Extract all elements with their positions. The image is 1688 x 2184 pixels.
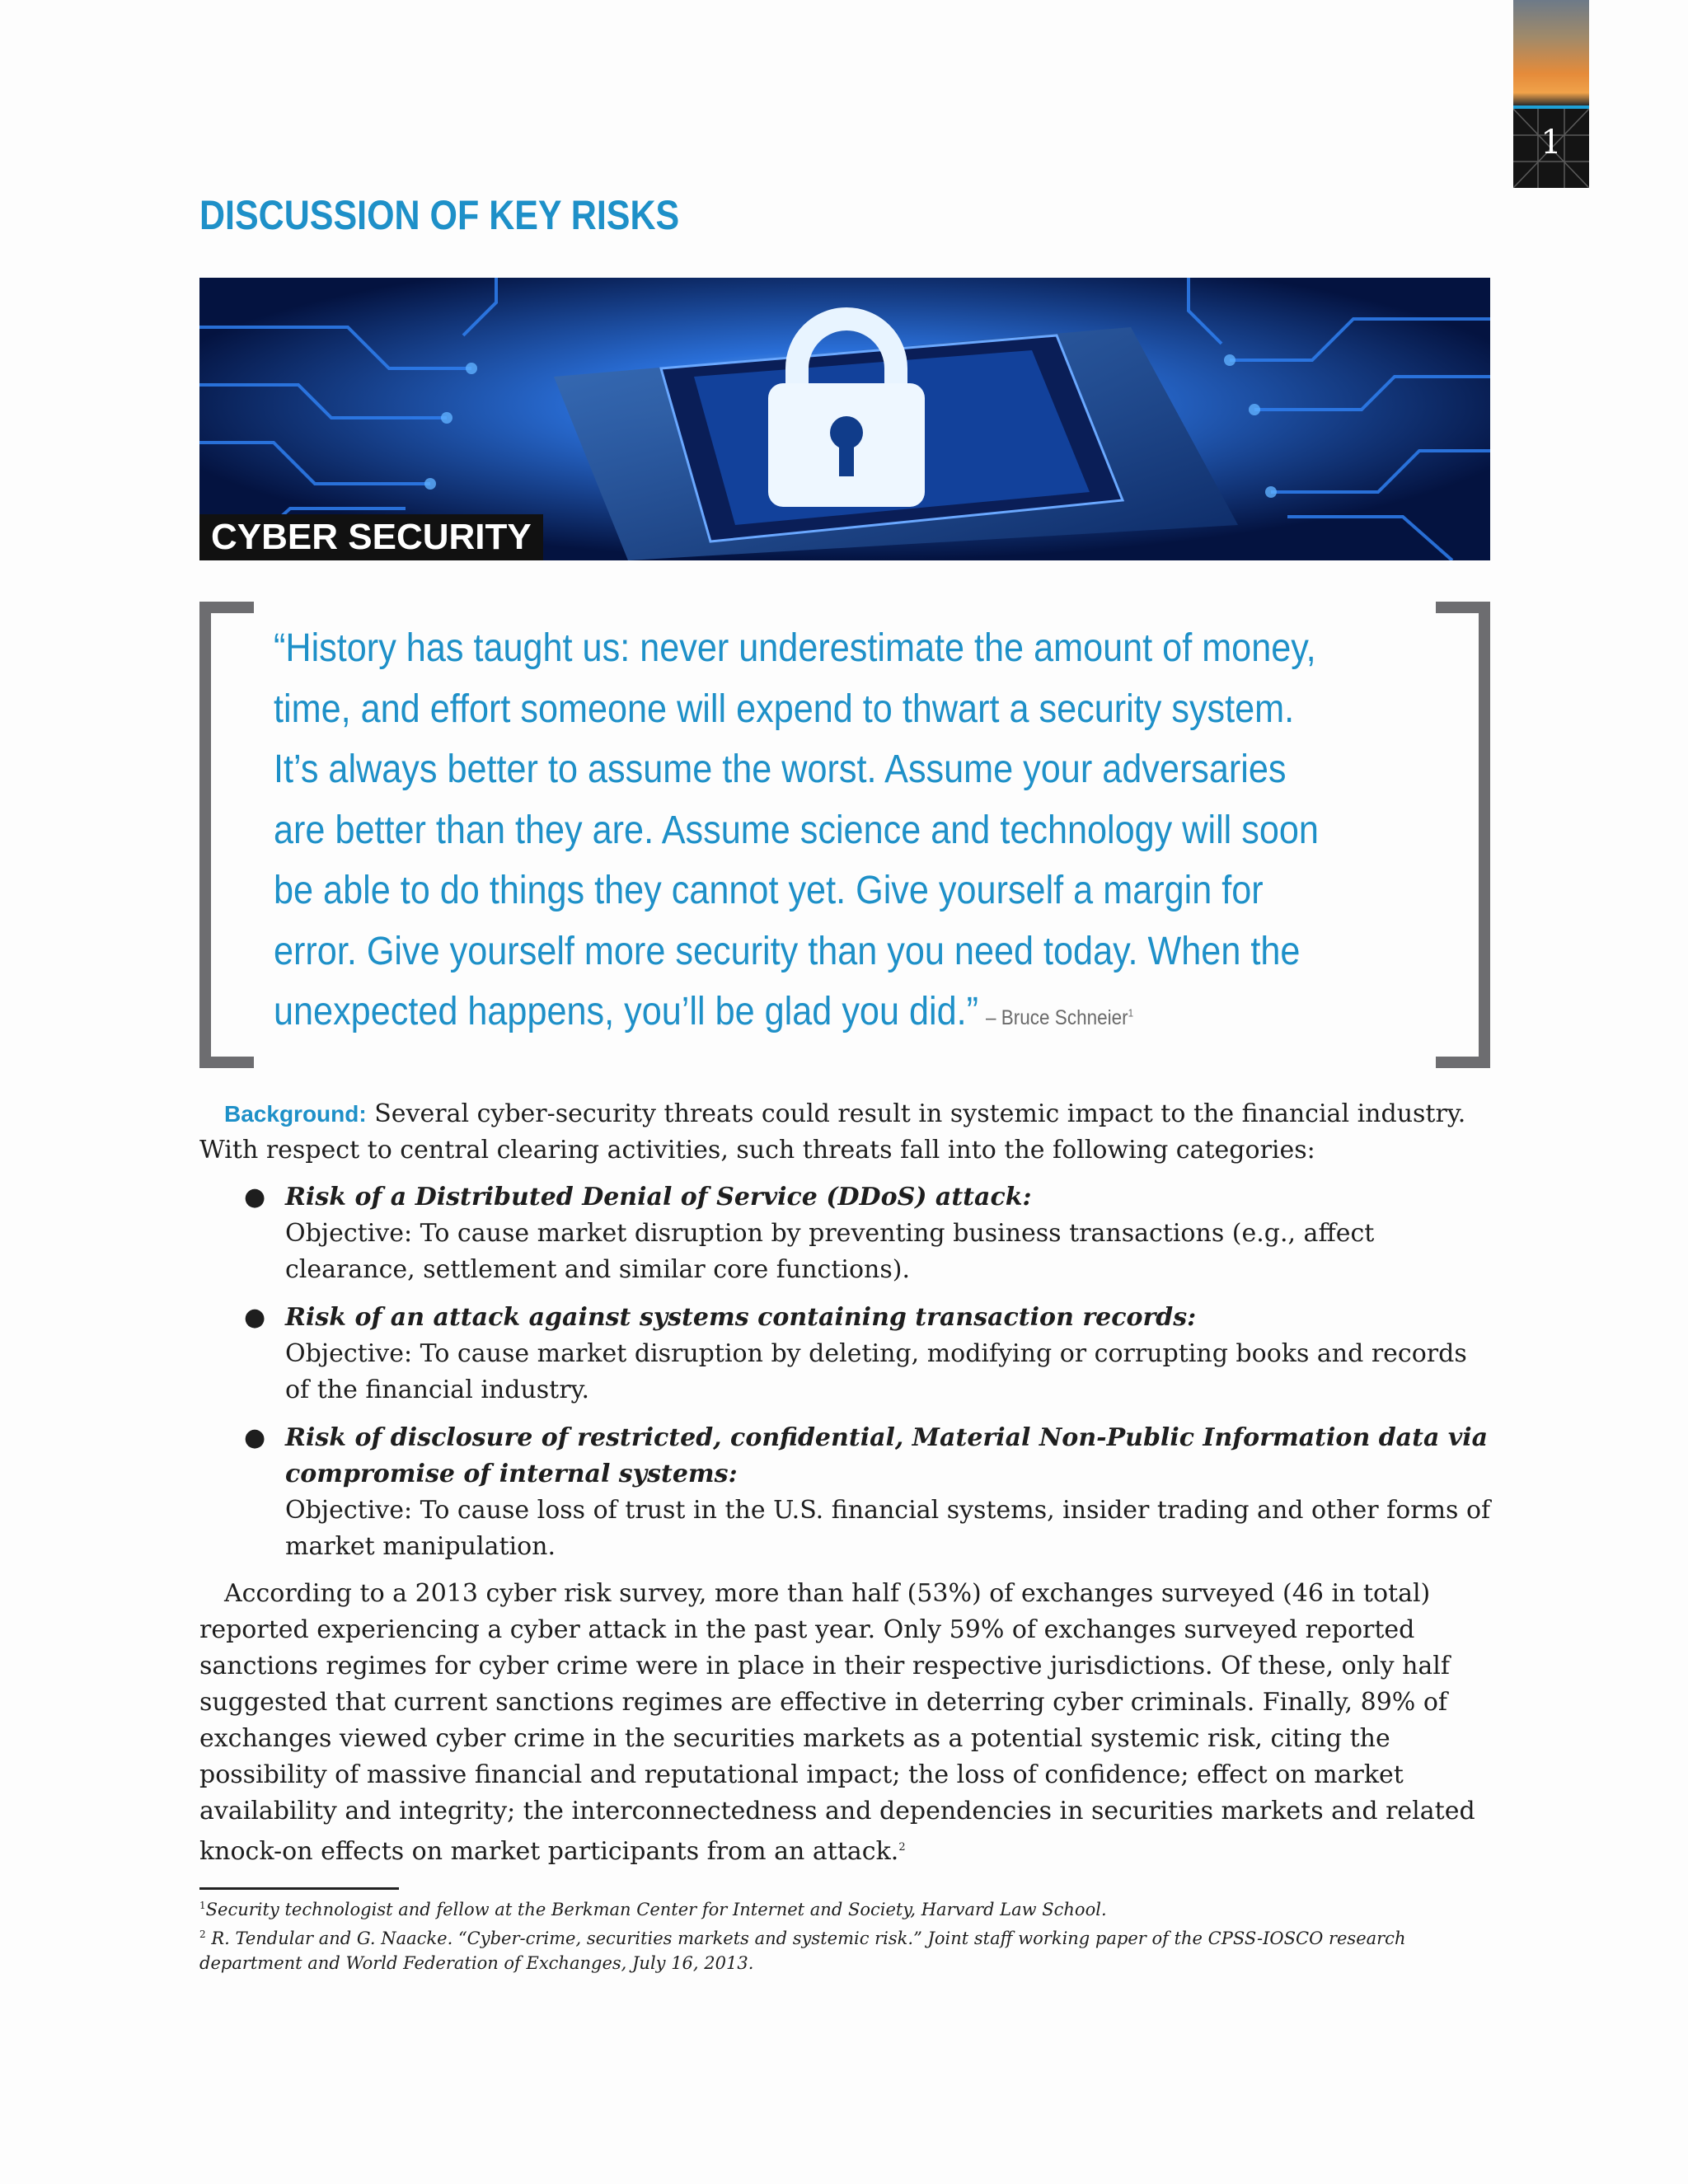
quote-author: – Bruce Schneier	[986, 1006, 1128, 1029]
survey-text: According to a 2013 cyber risk survey, more than half (53%) of exchanges surveyed (46 in total) reported experiencing a cyber attack in the past year. Only 59% of exchanges surveyed reported sanctions regimes for cyber crime were in place in their respective jurisdictions. Of these, only half suggested that current sanctions regimes are effective in deterring cyber criminals. Finally, 89% of exchanges viewed cyber crime in the securities markets as a potential systemic risk, citing the possibility of massive financial and reputational impact; the loss of confidence; effect on market availability and integrity; the interconnectedness and dependencies in securities markets and related knock-on effects on market participants from an attack.	[199, 1579, 1475, 1866]
background-paragraph	[199, 1096, 1490, 1169]
section-heading: DISCUSSION OF KEY RISKS	[199, 192, 680, 238]
risk-objective: Objective: To cause market disruption by deleting, modifying or corrupting books and records of the financial industry.	[285, 1339, 1467, 1404]
right-bracket	[1436, 602, 1490, 1068]
pull-quote	[199, 602, 1490, 1068]
list-item	[239, 1300, 1492, 1408]
quote-body: “History has taught us: never underestimate the amount of money, time, and effort someone will expend to thwart a security system. It’s always better to assume the worst. Assume your adversaries are better than they are. Assume science and technology will soon be able to do things they cannot yet. Give yourself a margin for error. Give yourself more security than you need today. When the unexpected happens, you’ll be glad you did.”	[274, 626, 1319, 1033]
page-number: 1	[1540, 124, 1562, 162]
list-item	[239, 1179, 1492, 1288]
footnote-ref: 2	[199, 1929, 206, 1940]
footnote-divider	[199, 1887, 399, 1890]
background-label: Background:	[224, 1101, 367, 1127]
risk-title: Risk of a Distributed Denial of Service (DDoS) attack:	[285, 1183, 1032, 1212]
background-text: Several cyber-security threats could result in systemic impact to the financial industry. With respect to central clearing activities, such threats fall into the following categories:	[199, 1099, 1466, 1165]
quote-text	[274, 618, 1334, 1049]
footnote-text: R. Tendular and G. Naacke. “Cyber-crime, securities markets and systemic risk.” Joint staff working paper of the CPSS-IOSCO research department and World Federation of Exchanges, July 16, 2013.	[199, 1929, 1406, 1973]
risk-objective: Objective: To cause loss of trust in the U.S. financial systems, insider trading and other forms of market manipulation.	[285, 1496, 1491, 1561]
footnote-text: Security technologist and fellow at the Berkman Center for Internet and Society, Harvard Law School.	[205, 1900, 1107, 1919]
hero-label: CYBER SECURITY	[199, 514, 543, 560]
risk-objective: Objective: To cause market disruption by preventing business transactions (e.g., affect clearance, settlement and similar core functions).	[285, 1219, 1375, 1284]
hero-image	[199, 278, 1490, 560]
survey-paragraph	[199, 1576, 1490, 1870]
quote-attribution	[986, 1006, 1133, 1029]
risk-title: Risk of disclosure of restricted, confidential, Material Non-Public Information data via compromise of internal systems:	[285, 1423, 1489, 1488]
footnote	[199, 1893, 1490, 1922]
risk-title: Risk of an attack against systems containing transaction records:	[285, 1303, 1197, 1332]
page-number-tab	[1513, 0, 1589, 188]
survey-footnote-ref: 2	[898, 1841, 906, 1854]
footnote	[199, 1922, 1490, 1975]
tab-photo	[1513, 0, 1589, 105]
footnote-ref: 1	[199, 1900, 206, 1911]
bullet-icon: ●	[244, 1303, 266, 1332]
left-bracket	[199, 602, 254, 1068]
list-item	[239, 1420, 1492, 1565]
footnotes	[199, 1893, 1490, 1975]
risk-list	[239, 1179, 1492, 1577]
quote-footnote-ref: 1	[1128, 1006, 1134, 1019]
bullet-icon: ●	[244, 1183, 266, 1212]
bullet-icon: ●	[244, 1423, 266, 1452]
